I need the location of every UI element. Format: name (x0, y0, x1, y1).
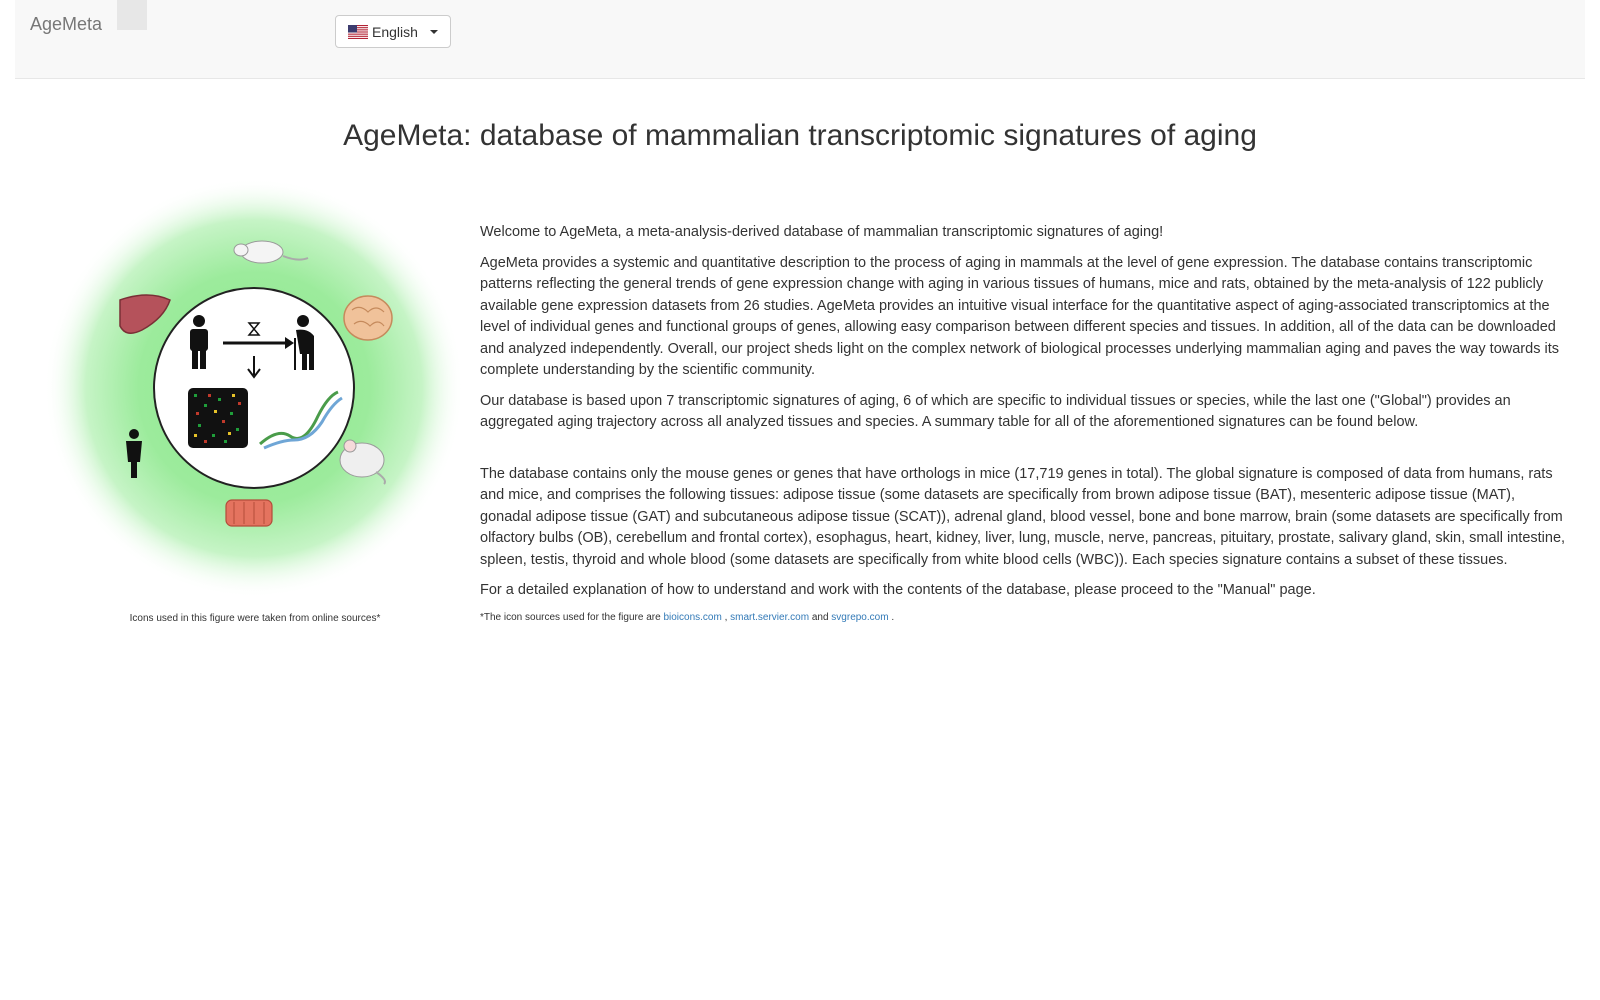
signatures-text: Our database is based upon 7 transcriptomic signatures of aging, 6 of which are specific to individual tissues or species, while the last one ("Global") provides an aggregated aging trajectory across all analyzed tissues and species. A summary table for all of the aforementioned signatures can be found below. (480, 392, 1511, 430)
us-flag-icon (348, 25, 368, 39)
icon-sources-note (480, 611, 1570, 625)
sources-end: . (888, 611, 895, 623)
brain-icon (344, 296, 392, 340)
description-text: AgeMeta provides a systemic and quantitative description to the process of aging in mammals at the level of gene expression. The database contains transcriptomic patterns reflecting the general trends of gene expression change with aging in various tissues of humans, mice and rats, obtained by the meta-analysis of 122 publicly available gene expression datasets from 26 studies. AgeMeta provides an intuitive visual interface for the quantitative aspect of aging-associated transcriptomics at the level of individual genes and functional groups of genes, allowing easy comparison between different species and tissues. In addition, all of the data can be downloaded and analyzed independently. Overall, our project sheds light on the complex network of biological processes underlying mammalian aging and paves the way towards its complete understanding by the scientific community. (480, 254, 1559, 378)
nav-tab[interactable] (117, 0, 147, 30)
bioicons-link[interactable]: bioicons.com (663, 611, 722, 623)
figure-caption: Icons used in this figure were taken from online sources* (129, 613, 381, 624)
servier-link[interactable]: smart.servier.com (730, 611, 810, 623)
genes-text: The database contains only the mouse genes or genes that have orthologs in mice (17,719 genes in total). The global signature is composed of data from humans, rats and mice, and comprises the following tissues: adipose tissue (some datasets are specifically from brown adipose tissue (BAT), mesenteric adipose tissue (MAT), gonadal adipose tissue (GAT) and subcutaneous adipose tissue (SCAT)), adrenal gland, blood vessel, bone and bone marrow, brain (some datasets are specifically from olfactory bulbs (OB), cerebellum and frontal cortex), esophagus, heart, kidney, liver, lung, muscle, nerve, pancreas, pituitary, prostate, salivary gland, skin, small intestine, spleen, testis, thyroid and whole blood (some datasets are specifically from white blood cells (WBC)). Each species signature contains a subset of these tissues. (480, 465, 1566, 568)
page-title: AgeMeta: database of mammalian transcriptomic signatures of aging (343, 119, 1257, 152)
sources-prefix: *The icon sources used for the figure are (480, 611, 664, 623)
navbar (15, 0, 1585, 79)
muscle-icon (226, 500, 272, 526)
main-content (480, 222, 1570, 634)
welcome-text: Welcome to AgeMeta, a meta-analysis-derived database of mammalian transcriptomic signatures of aging! (480, 224, 1164, 240)
sources-separator: and (809, 611, 832, 623)
language-dropdown[interactable] (335, 15, 451, 48)
language-label: English (372, 23, 418, 40)
brand-link[interactable]: AgeMeta (30, 14, 103, 34)
overview-figure (38, 178, 470, 598)
svgrepo-link[interactable]: svgrepo.com (831, 611, 889, 623)
caret-down-icon (430, 30, 438, 34)
microarray-icon (188, 388, 248, 448)
manual-text: For a detailed explanation of how to understand and work with the contents of the database, please proceed to the "Manual" page. (480, 582, 1316, 598)
sources-separator: , (721, 611, 731, 623)
